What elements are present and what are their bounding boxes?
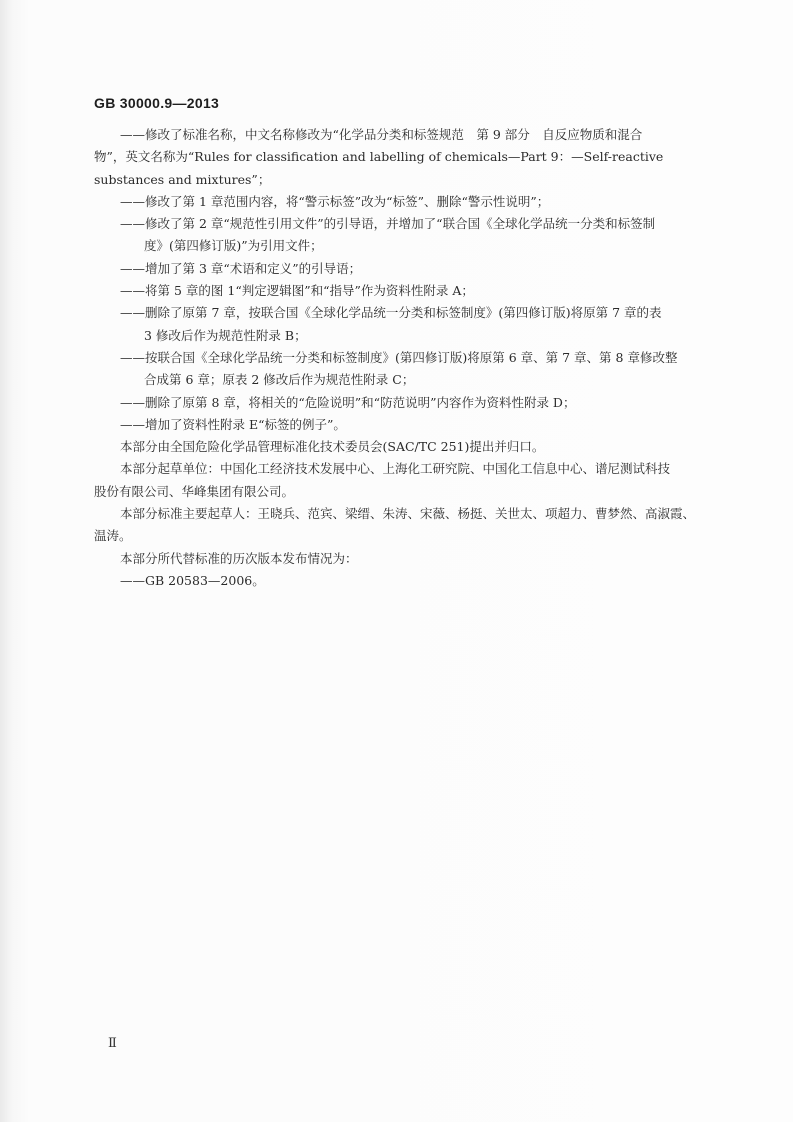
drafting-units-paragraph [94,458,718,503]
change-item [94,414,718,436]
change-item-line: ——将第 5 章的图 1“判定逻辑图”和“指导”作为资料性附录 A； [120,283,474,299]
history-item: ——GB 20583—2006。 [120,572,265,588]
change-item-line: ——删除了原第 7 章，按联合国《全球化学品统一分类和标签制度》(第四修订版)将原第 7 章的表 [120,305,662,321]
change-item [94,191,718,213]
change-item-line: ——增加了第 3 章“术语和定义”的引导语； [120,260,362,276]
page-number: Ⅱ [108,1035,117,1050]
change-item-line: 3 修改后作为规范性附录 B； [144,327,307,343]
change-item [94,258,718,280]
change-item-line: ——修改了第 2 章“规范性引用文件”的引导语，并增加了“联合国《全球化学品统一分类和标签制 [120,216,656,232]
paragraph-line: 温涛。 [94,528,132,544]
change-item-line: ——按联合国《全球化学品统一分类和标签制度》(第四修订版)将原第 6 章、第 7 章、第 8 章修改整 [120,349,678,365]
drafters-paragraph [94,503,718,548]
change-item-line: 物”，英文名称为“Rules for classification and labelling of chemicals—Part 9：—Self-reactive [94,149,664,165]
standard-code-header: GB 30000.9—2013 [94,95,220,111]
change-item-line: substances and mixtures”； [94,171,271,187]
paragraph-line: 本部分起草单位：中国化工经济技术发展中心、上海化工研究院、中国化工信息中心、谱尼测试科技 [120,461,671,477]
change-item [94,392,718,414]
change-item [94,280,718,302]
change-item [94,347,718,392]
change-item-line: 合成第 6 章；原表 2 修改后作为规范性附录 C； [144,372,415,388]
paragraph-line: 本部分标准主要起草人：王晓兵、范宾、梁缙、朱涛、宋薇、杨挺、关世太、项超力、曹梦然、高淑霞、 [120,506,696,522]
proposed-by-paragraph: 本部分由全国危险化学品管理标准化技术委员会(SAC/TC 251)提出并归口。 [120,439,545,455]
change-item [94,213,718,258]
change-item-line: 度》(第四修订版)”为引用文件； [144,238,323,254]
foreword-body [94,124,718,592]
change-item [94,302,718,347]
change-item-line: ——修改了第 1 章范围内容，将“警示标签”改为“标签”、删除“警示性说明”； [120,193,550,209]
change-item-line: ——删除了原第 8 章，将相关的“危险说明”和“防范说明”内容作为资料性附录 D； [120,394,576,410]
change-item [94,124,718,191]
change-item-line: ——修改了标准名称，中文名称修改为“化学品分类和标签规范 第 9 部分 自反应物质和混合 [120,127,643,142]
change-item-line: ——增加了资料性附录 E“标签的例子”。 [120,416,346,432]
paragraph-line: 股份有限公司、华峰集团有限公司。 [94,483,295,499]
history-intro-paragraph: 本部分所代替标准的历次版本发布情况为： [120,550,358,566]
